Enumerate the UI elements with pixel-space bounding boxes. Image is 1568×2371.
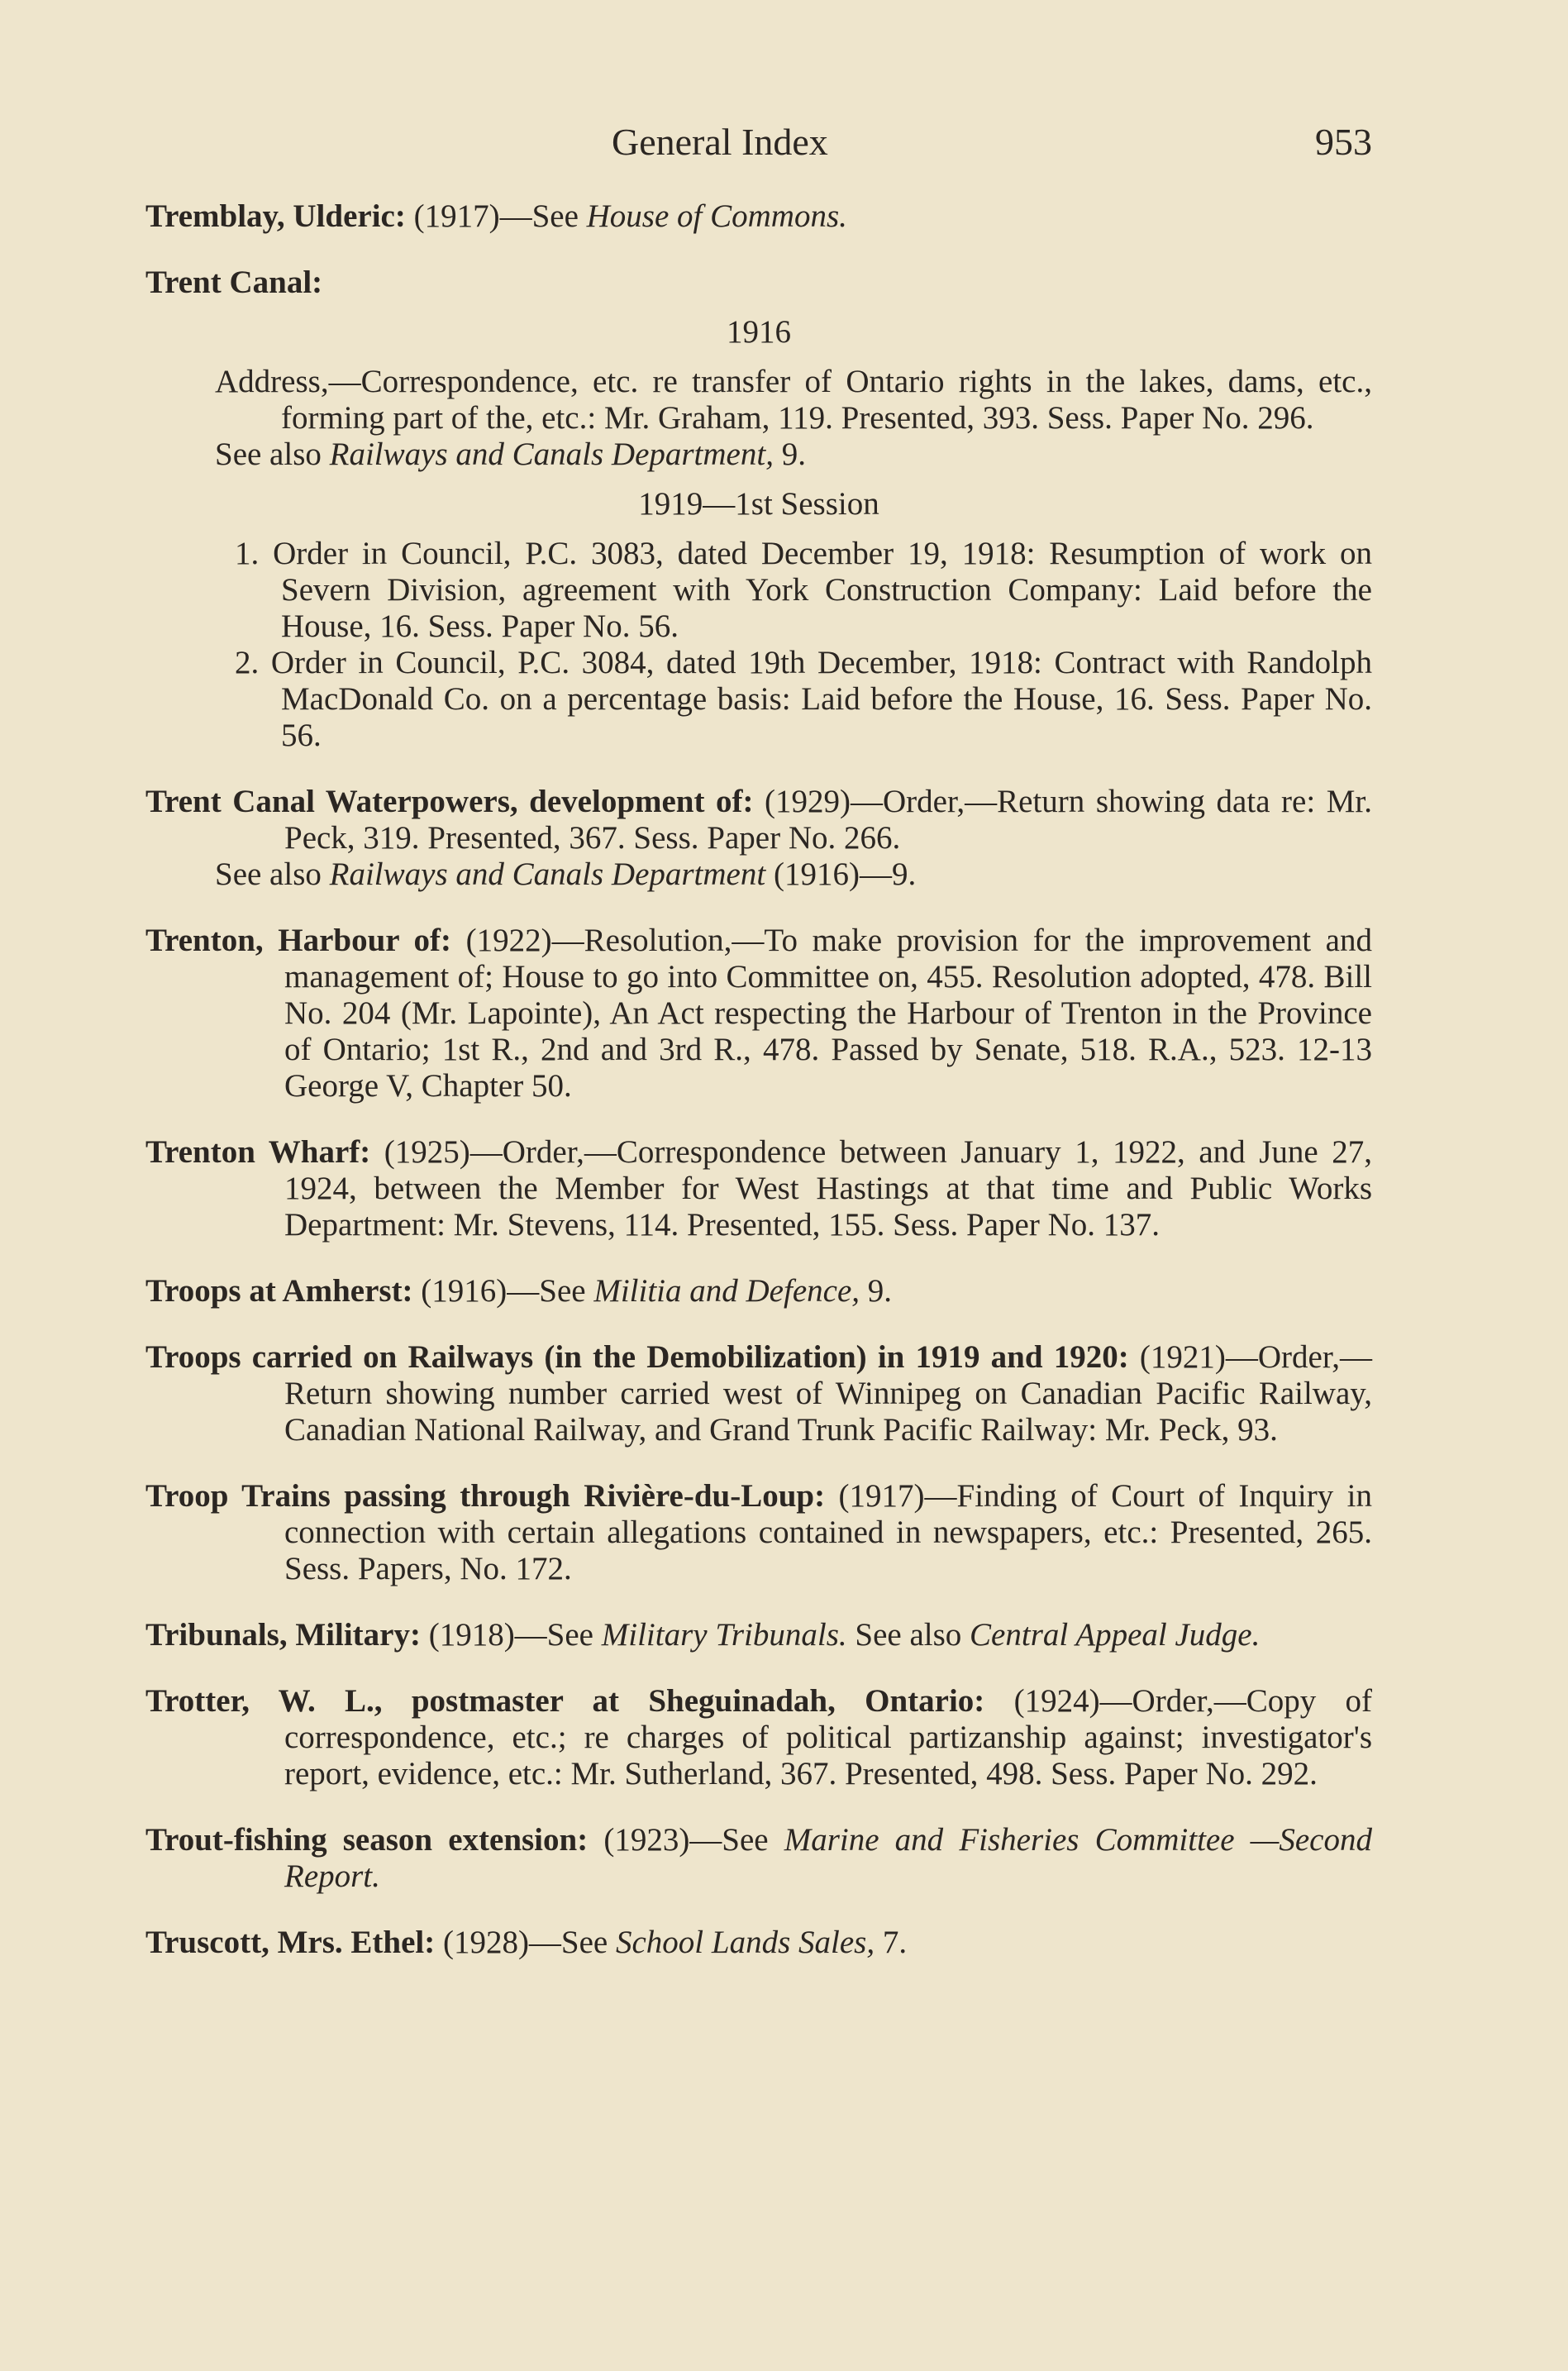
see-also-label: See also xyxy=(215,856,330,892)
see-also-tail: 9. xyxy=(773,437,806,472)
year-subheading: 1916 xyxy=(727,314,791,350)
entry-text: (1929)—Order,—Return showing data re: Mr. Peck, 319. Presented, 367. Sess. Paper No. 266. xyxy=(284,784,1372,856)
entry-heading: Trent Canal Waterpowers, development of: xyxy=(145,784,754,819)
entry-reference-2: Central Appeal Judge. xyxy=(970,1617,1261,1653)
see-also-tail: (1916)—9. xyxy=(765,856,917,892)
list-item: 1. Order in Council, P.C. 3083, dated December 19, 1918: Resumption of work on Severn Division, agreement with York Construction Company: Laid before the House, 16. Sess. Paper No. 56. xyxy=(235,536,1372,644)
see-also-label: See also xyxy=(215,437,330,472)
see-also-line xyxy=(145,856,1372,893)
entry-text: (1928)—See xyxy=(435,1925,616,1960)
entry-heading: Troop Trains passing through Rivière-du-Loup: xyxy=(145,1478,826,1514)
entry-trenton-wharf xyxy=(145,1134,1372,1243)
entry-heading: Trout-fishing season extension: xyxy=(145,1822,589,1858)
session-subheading: 1919—1st Session xyxy=(638,486,879,522)
entry-text: (1917)—See xyxy=(405,198,587,234)
entry-text: (1921)—Order,—Return showing number carried west of Winnipeg on Canadian Pacific Railway, Canadian National Railway, and Grand Trunk Pacific Railway: Mr. Peck, 93. xyxy=(284,1339,1372,1448)
entry-mid: See also xyxy=(846,1617,970,1653)
entry-reference: House of Commons. xyxy=(586,198,847,234)
page-number: 953 xyxy=(1315,121,1372,163)
entry-troops-railways xyxy=(145,1339,1372,1448)
entry-trout-fishing xyxy=(145,1822,1372,1895)
entry-heading: Tribunals, Military: xyxy=(145,1617,421,1653)
entry-heading-line xyxy=(145,265,1372,301)
entry-trent-canal xyxy=(145,265,1372,754)
list-item: 2. Order in Council, P.C. 3084, dated 19th December, 1918: Contract with Randolph MacDonald Co. on a percentage basis: Laid before the House, 16. Sess. Paper No. 56. xyxy=(235,645,1372,753)
entry-heading: Troops at Amherst: xyxy=(145,1273,413,1309)
entry-trotter xyxy=(145,1683,1372,1792)
entry-text: (1924)—Order,—Copy of correspondence, etc.; re charges of political partizanship against; investigator's report, evidence, etc.: Mr. Sutherland, 367. Presented, 498. Sess. Paper No. 292. xyxy=(284,1683,1372,1791)
entry-tremblay xyxy=(145,198,1372,235)
entry-reference: Military Tribunals. xyxy=(601,1617,847,1653)
entry-tail: 7. xyxy=(875,1925,908,1960)
entry-tail: 9. xyxy=(860,1273,892,1309)
entry-reference: Marine and Fisheries Committee —Second Report. xyxy=(284,1822,1372,1894)
address-paragraph: Address,—Correspondence, etc. re transfer of Ontario rights in the lakes, dams, etc., forming part of the, etc.: Mr. Graham, 119. Presented, 393. Sess. Paper No. 296. xyxy=(215,364,1372,436)
see-also-reference: Railways and Canals Department, xyxy=(329,437,774,472)
entry-heading: Trent Canal: xyxy=(145,265,323,300)
entry-heading: Troops carried on Railways (in the Demobilization) in 1919 and 1920: xyxy=(145,1339,1129,1375)
entry-heading: Trenton Wharf: xyxy=(145,1134,371,1170)
entry-text: (1922)—Resolution,—To make provision for the improvement and management of; House to go into Committee on, 455. Resolution adopted, 478. Bill No. 204 (Mr. Lapointe), An Act respecting the Harbour of Trenton in the Province of Ontario; 1st R., 2nd and 3rd R., 478. Passed by Senate, 518. R.A., 523. 12-13 George V, Chapter 50. xyxy=(284,923,1372,1104)
entry-reference: Militia and Defence, xyxy=(593,1273,860,1309)
entry-text: (1923)—See xyxy=(588,1822,784,1858)
entry-troop-trains xyxy=(145,1478,1372,1587)
entry-trenton-harbour xyxy=(145,923,1372,1104)
entry-reference: School Lands Sales, xyxy=(616,1925,875,1960)
entry-body xyxy=(145,784,1372,856)
entry-heading: Truscott, Mrs. Ethel: xyxy=(145,1925,436,1960)
entry-heading: Tremblay, Ulderic: xyxy=(145,198,406,234)
entry-tribunals-military xyxy=(145,1617,1372,1653)
entry-trent-canal-waterpowers xyxy=(145,784,1372,893)
entry-heading: Trenton, Harbour of: xyxy=(145,923,452,958)
entry-text: (1925)—Order,—Correspondence between January 1, 1922, and June 27, 1924, between the Member for West Hastings at that time and Public Works Department: Mr. Stevens, 114. Presented, 155. Sess. Paper No. 137. xyxy=(284,1134,1372,1243)
index-entries xyxy=(145,198,1372,1991)
see-also-reference: Railways and Canals Department xyxy=(329,856,766,892)
entry-heading: Trotter, W. L., postmaster at Sheguinadah, Ontario: xyxy=(145,1683,985,1719)
entry-text: (1918)—See xyxy=(420,1617,602,1653)
entry-troops-amherst xyxy=(145,1273,1372,1310)
page-header xyxy=(612,120,1372,169)
page-title: General Index xyxy=(612,121,828,163)
entry-text: (1917)—Finding of Court of Inquiry in connection with certain allegations contained in newspapers, etc.: Presented, 265. Sess. Papers, No. 172. xyxy=(284,1478,1372,1586)
see-also-line xyxy=(145,437,1372,473)
entry-truscott xyxy=(145,1925,1372,1961)
entry-text: (1916)—See xyxy=(412,1273,594,1309)
